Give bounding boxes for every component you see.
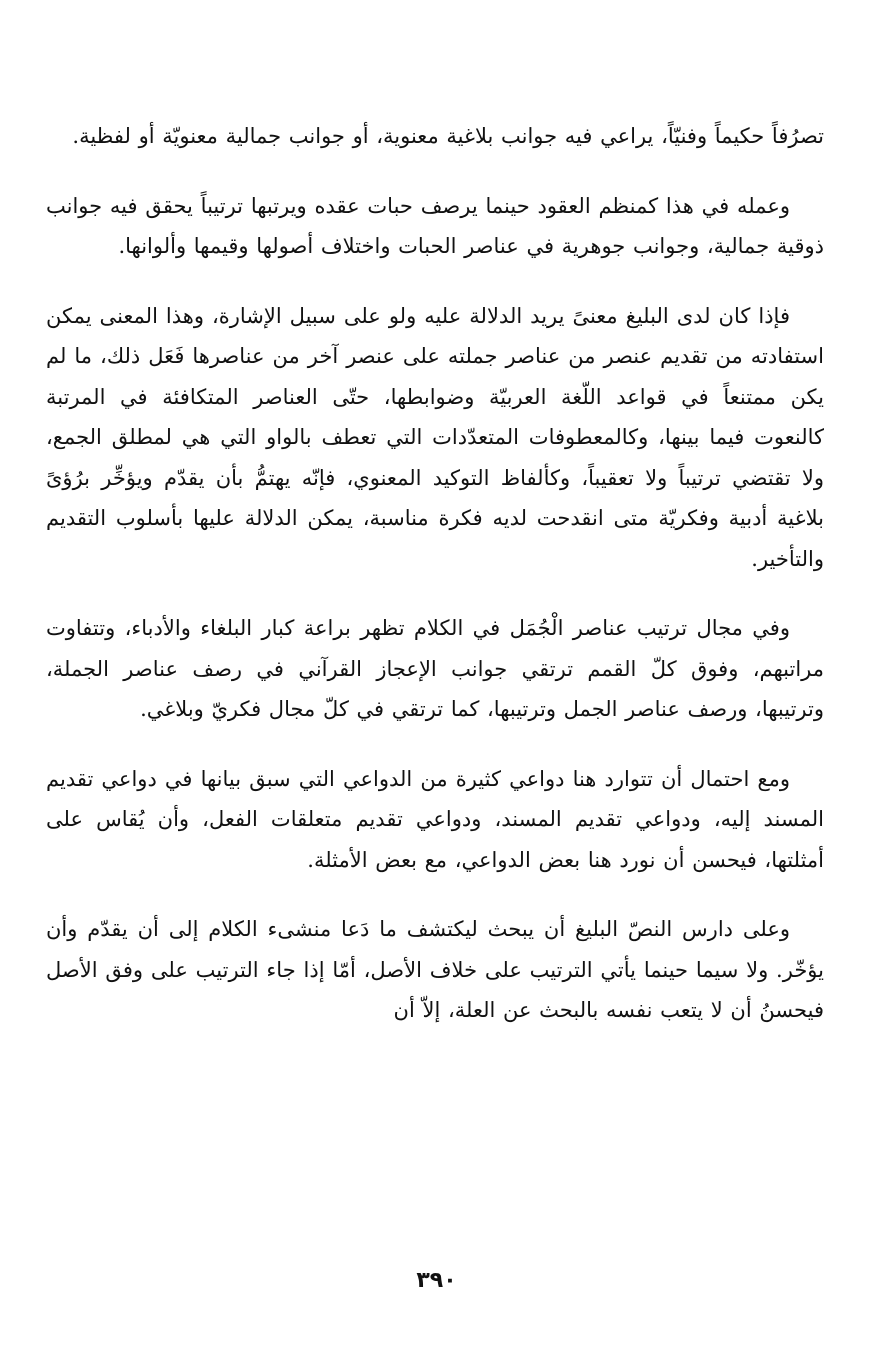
body-text xyxy=(46,116,824,1060)
paragraph-continuation: تصرُفاً حكيماً وفنيّاً، يراعي فيه جوانب بلاغية معنوية، أو جوانب جمالية معنويّة أو لفظية. xyxy=(72,124,824,148)
paragraph: ومع احتمال أن تتوارد هنا دواعي كثيرة من الدواعي التي سبق بيانها في دواعي تقديم المسند إليه، ودواعي تقديم المسند، ودواعي تقديم متعلقات الفعل، وأن يُقاس على أمثلتها، فيحسن أن نورد هنا بعض الدواعي، مع بعض الأمثلة. xyxy=(46,766,824,872)
paragraph: وعمله في هذا كمنظم العقود حينما يرصف حبات عقده ويرتبها ترتيباً يحقق فيه جوانب ذوقية جمالية، وجوانب جوهرية في عناصر الحبات واختلاف أصولها وقيمها وألوانها. xyxy=(46,193,824,258)
paragraph: فإذا كان لدى البليغ معنىً يريد الدلالة عليه ولو على سبيل الإشارة، وهذا المعنى يمكن استفادته من تقديم عنصر من عناصر جملته على عنصر آخر من عناصرها فَعَل ذلك، ما لم يكن ممتنعاً في قواعد اللّغة العربيّة وضوابطها، حتّى العناصر المتكافئة في المرتبة كالنعوت فيما بينها، وكالمعطوفات المتعدّدات التي تعطف بالواو التي هي لمطلق الجمع، ولا تقتضي ترتيباً ولا تعقيباً، وكألفاظ التوكيد المعنوي، فإنّه يهتمُّ بأن يقدّم ويؤخِّر برُؤىً بلاغية أدبية وفكريّة متى انقدحت لديه فكرة مناسبة، يمكن الدلالة عليها بأسلوب التقديم والتأخير. xyxy=(46,303,824,571)
paragraph: وعلى دارس النصّ البليغ أن يبحث ليكتشف ما دَعا منشىء الكلام إلى أن يقدّم وأن يؤخّر. ولا سيما حينما يأتي الترتيب على خلاف الأصل، أمّا إذا جاء الترتيب على وفق الأصل فيحسنُ أن لا يتعب نفسه بالبحث عن العلة، إلاّ أن xyxy=(46,917,824,1022)
paragraph: وفي مجال ترتيب عناصر الْجُمَل في الكلام تظهر براعة كبار البلغاء والأدباء، وتتفاوت مراتبهم، وفوق كلّ القمم ترتقي جوانب الإعجاز القرآني في رصف عناصر الجملة، وترتيبها، ورصف عناصر الجمل وترتيبها، كما ترتقي في كلّ مجال فكريّ وبلاغي. xyxy=(46,616,824,721)
page-number: ٣٩٠ xyxy=(416,1268,457,1293)
